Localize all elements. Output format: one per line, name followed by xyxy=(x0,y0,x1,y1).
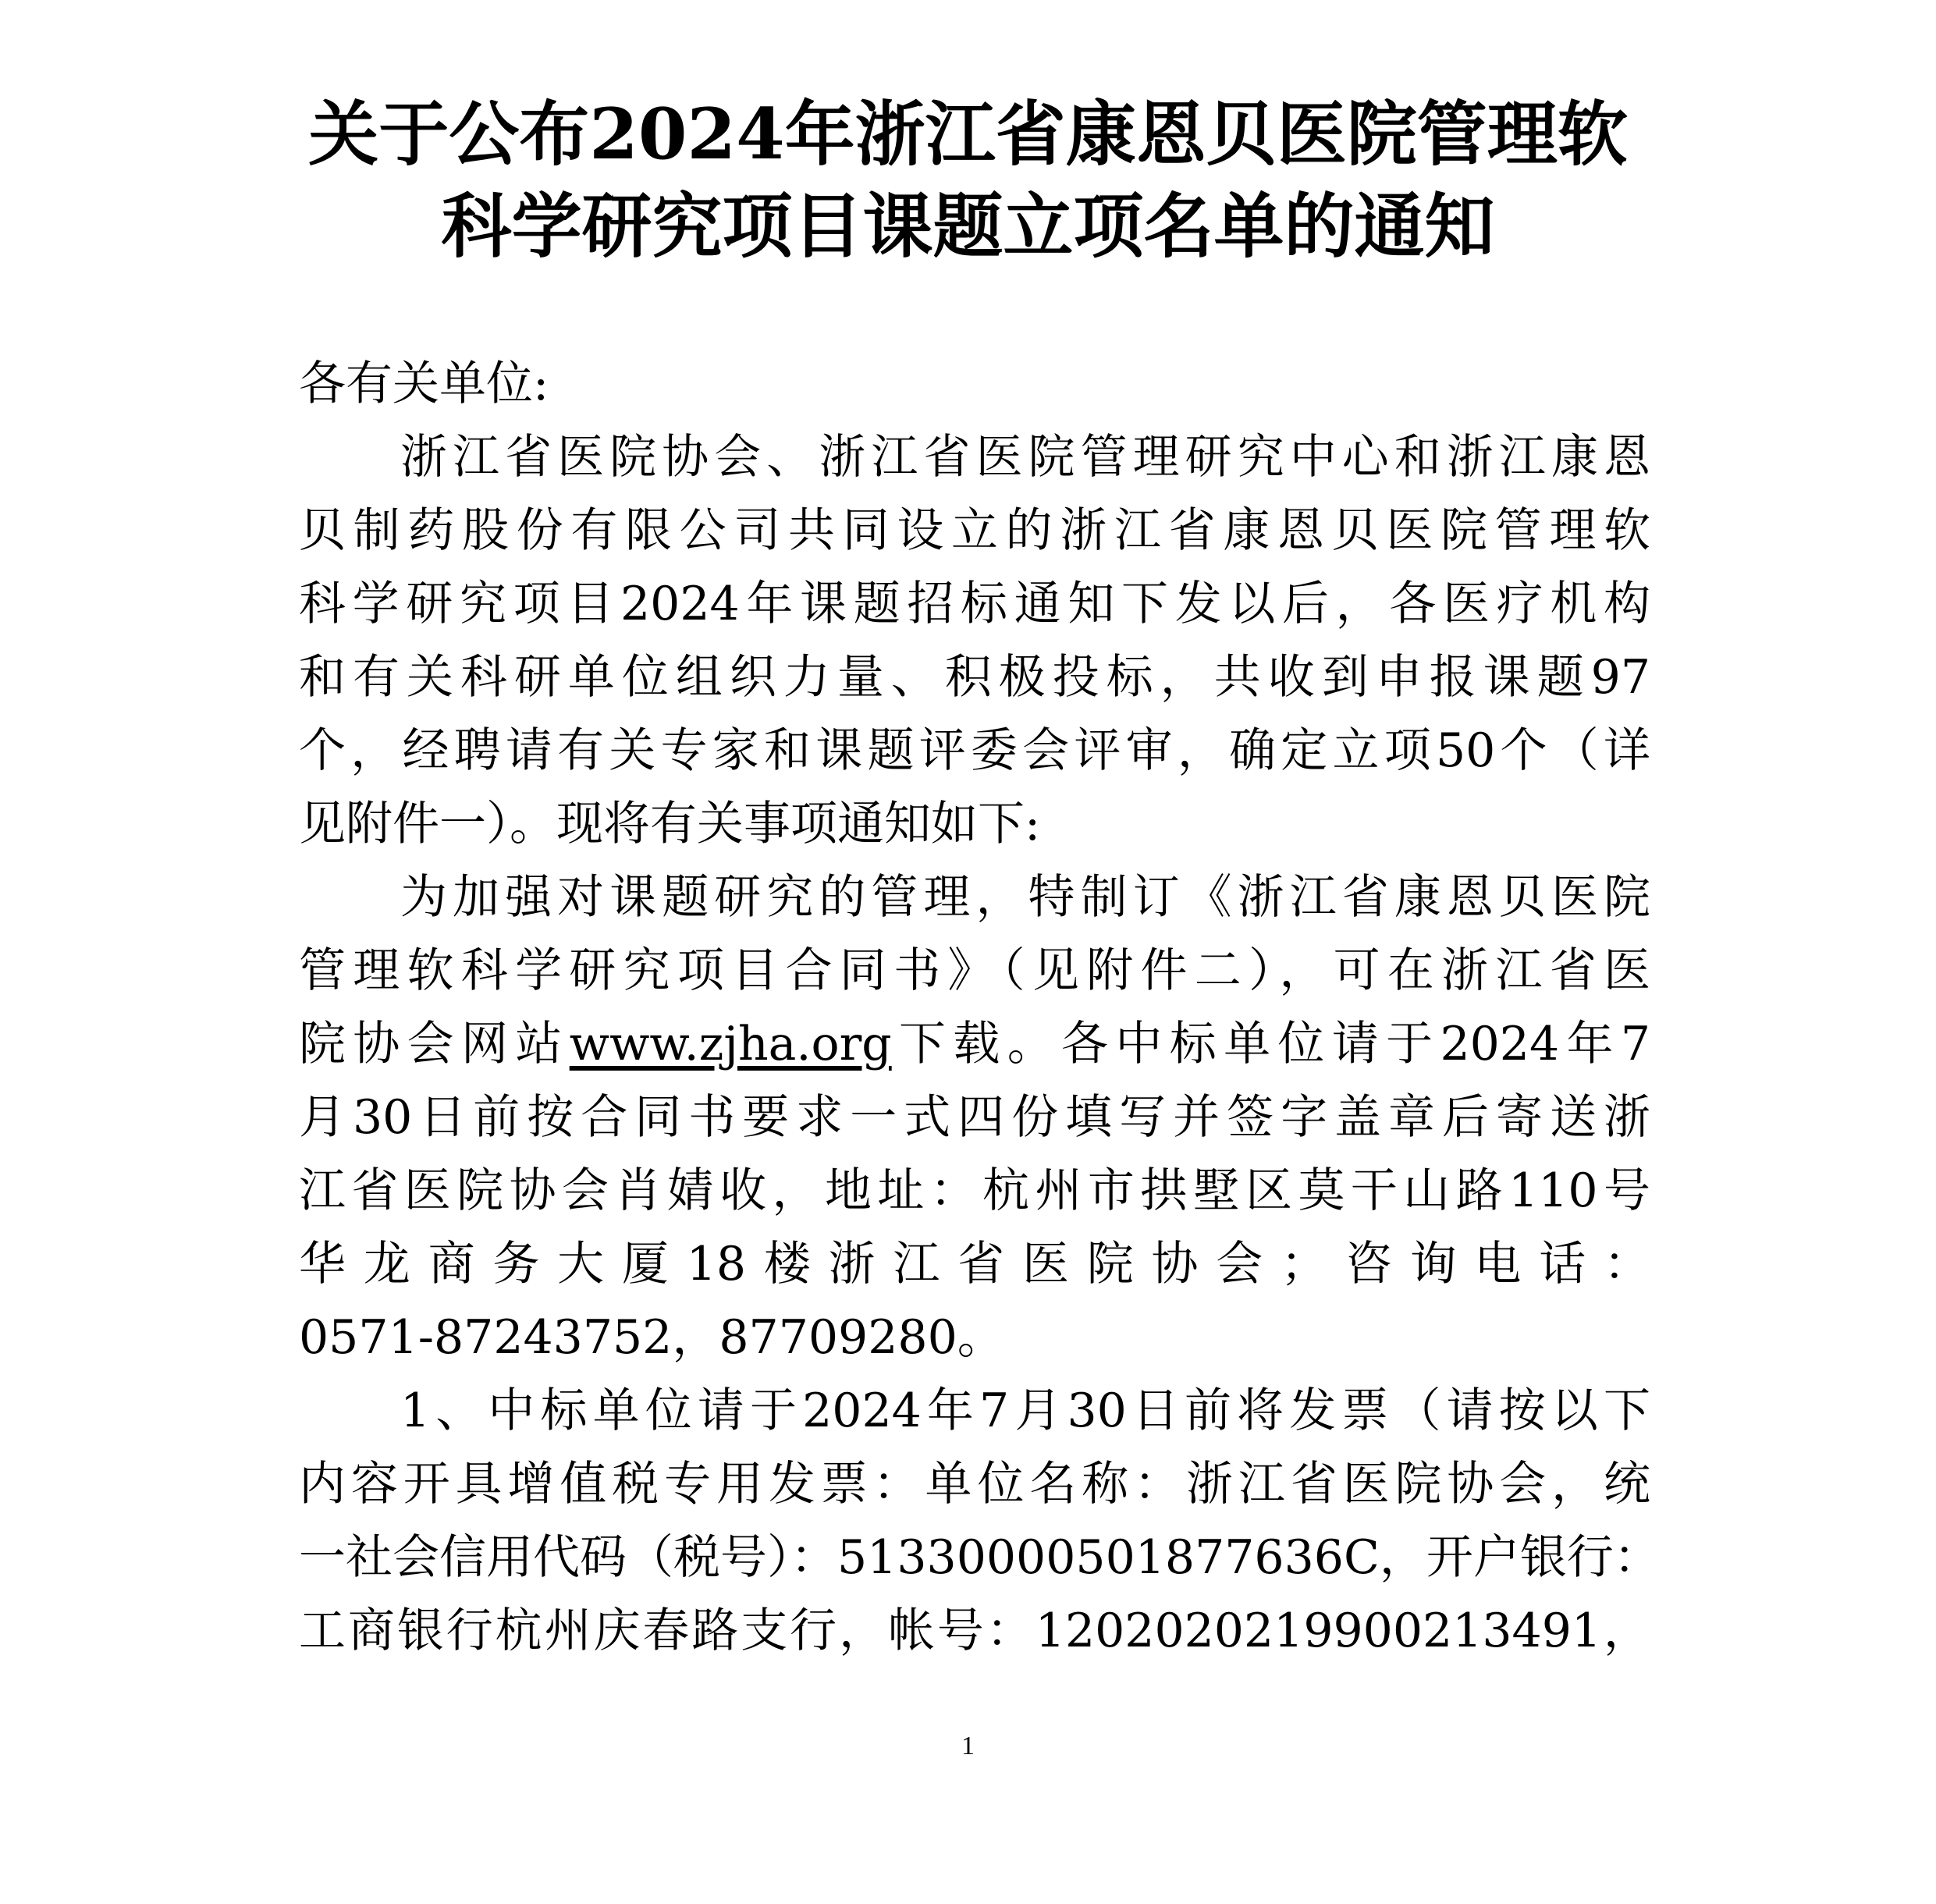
link-line-suffix: 下载。各中标单位请于2024年7 xyxy=(891,1017,1650,1071)
paragraph-3-line: 工商银行杭州庆春路支行，帐号：1202020219900213491， xyxy=(299,1604,1650,1658)
paragraph-2-line: 月30日前按合同书要求一式四份填写并签字盖章后寄送浙 xyxy=(299,1090,1650,1145)
paragraph-2-line: 0571-87243752，87709280。 xyxy=(299,1310,1004,1365)
notice-title-line-2: 科学研究项目课题立项名单的通知 xyxy=(441,185,1495,268)
paragraph-1-line: 和有关科研单位组织力量、积极投标，共收到申报课题97 xyxy=(299,650,1650,705)
salutation: 各有关单位: xyxy=(299,357,549,411)
paragraph-1-line: 见附件一）。现将有关事项通知如下: xyxy=(299,797,1041,851)
website-link[interactable]: www.zjha.org xyxy=(569,1017,892,1071)
link-line-prefix: 院协会网站 xyxy=(299,1017,570,1071)
paragraph-1-line: 科学研究项目2024年课题招标通知下发以后，各医疗机构 xyxy=(299,577,1650,631)
paragraph-2-line: 管理软科学研究项目合同书》（见附件二），可在浙江省医 xyxy=(299,943,1650,998)
paragraph-3-line: 1、中标单位请于2024年7月30日前将发票（请按以下 xyxy=(400,1384,1650,1438)
paragraph-1-line: 个，经聘请有关专家和课题评委会评审，确定立项50个（详 xyxy=(299,723,1650,778)
paragraph-2-line: 华龙商务大厦18楼浙江省医院协会；咨询电话： xyxy=(299,1237,1650,1291)
paragraph-3-line: 一社会信用代码（税号）：51330000501877636C，开户银行： xyxy=(299,1530,1661,1585)
paragraph-2-line: 江省医院协会肖婧收，地址：杭州市拱墅区莫干山路110号 xyxy=(299,1163,1650,1218)
paragraph-1-line: 浙江省医院协会、浙江省医院管理研究中心和浙江康恩 xyxy=(400,430,1650,485)
paragraph-1-line: 贝制药股份有限公司共同设立的浙江省康恩贝医院管理软 xyxy=(299,503,1650,558)
page-number: 1 xyxy=(961,1732,975,1760)
paragraph-3-line: 内容开具增值税专用发票：单位名称：浙江省医院协会，统 xyxy=(299,1457,1650,1511)
paragraph-2-link-line xyxy=(299,1013,1650,1075)
paragraph-2-line: 为加强对课题研究的管理，特制订《浙江省康恩贝医院 xyxy=(400,870,1650,925)
notice-title-line-1: 关于公布2024年浙江省康恩贝医院管理软 xyxy=(308,93,1628,176)
